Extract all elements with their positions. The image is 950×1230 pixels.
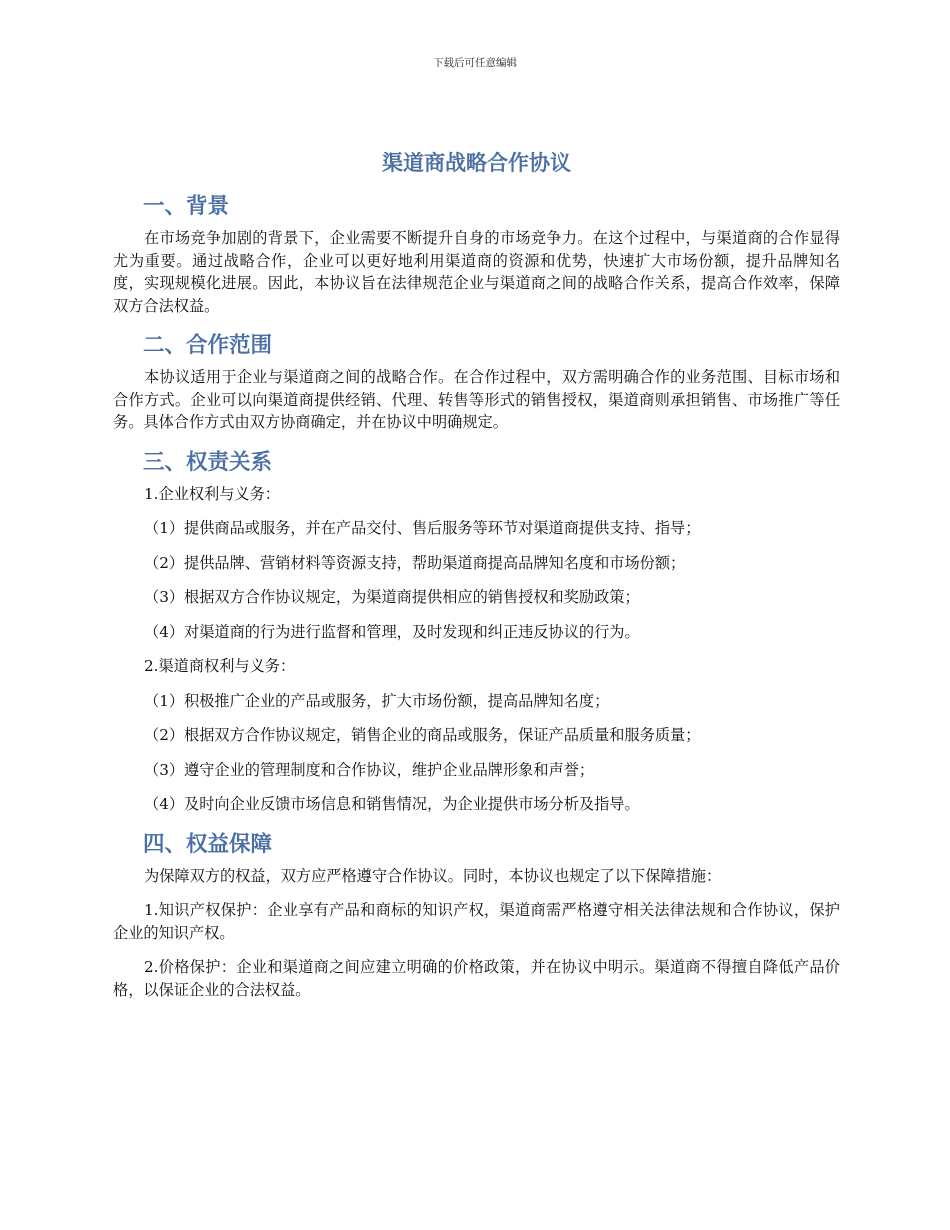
section-heading: 四、权益保障 [143,831,273,857]
section-heading: 二、合作范围 [143,333,273,358]
list-item: （1）积极推广企业的产品或服务，扩大市场份额，提高品牌知名度； [144,691,610,710]
section-responsibilities [113,446,840,816]
group-label: 1.企业权利与义务： [144,484,280,503]
section-background [113,190,840,317]
document-title: 渠道商战略合作协议 [382,151,571,175]
paragraph: 在市场竞争加剧的背景下，企业需要不断提升自身的市场竞争力。在这个过程中，与渠道商的合作显得尤为重要。通过战略合作，企业可以更好地利用渠道商的资源和优势，快速扩大市场份额，提升品牌知名度，实现规模化进展。因此，本协议旨在法律规范企业与渠道商之间的战略合作关系，提高合作效率，保障双方合法权益。 [113,229,840,315]
list-item: （4）对渠道商的行为进行监督和管理，及时发现和纠正违反协议的行为。 [144,622,640,641]
paragraph: 为保障双方的权益，双方应严格遵守合作协议。同时，本协议也规定了以下保障措施： [144,866,722,885]
section-heading: 一、背景 [143,194,230,219]
list-item: （4）及时向企业反馈市场信息和销售情况，为企业提供市场分析及指导。 [144,795,640,813]
section-scope [113,329,840,434]
paragraph: 2.价格保护：企业和渠道商之间应建立明确的价格政策，并在协议中明示。渠道商不得擅自降低产品价格，以保证企业的合法权益。 [113,958,840,999]
section-heading: 三、权责关系 [143,449,273,475]
paragraph: 本协议适用于企业与渠道商之间的战略合作。在合作过程中，双方需明确合作的业务范围、目标市场和合作方式。企业可以向渠道商提供经销、代理、转售等形式的销售授权，渠道商则承担销售、市场推广等任务。具体合作方式由双方协商确定，并在协议中明确规定。 [113,368,840,431]
header-note: 下载后可任意编辑 [433,57,517,69]
document-body [113,146,840,1013]
group-label: 2.渠道商权利与义务： [144,657,296,675]
list-item: （3）根据双方合作协议规定，为渠道商提供相应的销售授权和奖励政策； [144,588,640,606]
list-item: （1）提供商品或服务，并在产品交付、售后服务等环节对渠道商提供支持、指导； [144,519,701,537]
section-rights-protection [113,828,840,1002]
list-item: （2）提供品牌、营销材料等资源支持，帮助渠道商提高品牌知名度和市场份额； [144,553,686,572]
paragraph: 1.知识产权保护：企业享有产品和商标的知识产权，渠道商需严格遵守相关法律法规和合作协议，保护企业的知识产权。 [113,901,840,942]
list-item: （3）遵守企业的管理制度和合作协议，维护企业品牌形象和声誉； [144,760,595,779]
list-item: （2）根据双方合作协议规定，销售企业的商品或服务，保证产品质量和服务质量； [144,726,701,744]
